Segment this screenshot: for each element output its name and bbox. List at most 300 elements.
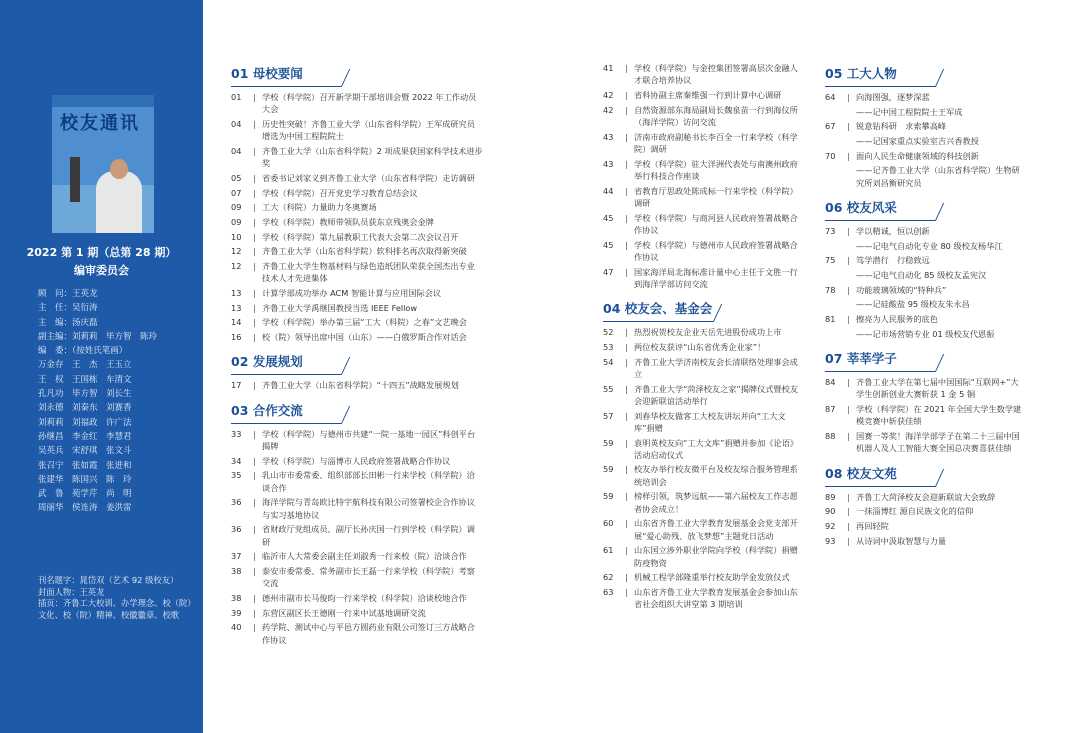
entry-title: ——记中国工程院院士王军成 (856, 106, 963, 117)
entry-title: 校（院）领导出席中国（山东）——白俄罗斯合作对话会 (262, 332, 467, 343)
separator: | (625, 63, 628, 73)
section-underline (231, 374, 341, 375)
page-number: 12 (231, 246, 242, 257)
separator: | (625, 491, 628, 502)
toc-entry (825, 403, 1025, 428)
credit-line: 插页：齐鲁工大校训、办学理念、校（院）文化、校（院）精神、校徽徽章、校歌 (38, 598, 196, 620)
toc-entry (231, 607, 483, 619)
entry-title: 齐鲁工业大学（山东省科学院）“十四五”战略发展规划 (262, 380, 459, 391)
separator: | (847, 404, 850, 415)
page-number: 61 (603, 545, 614, 556)
page-number (825, 328, 847, 340)
toc-entry (231, 118, 483, 143)
toc-entry (825, 164, 1025, 189)
separator: | (847, 521, 850, 532)
cover-person (96, 171, 142, 233)
entry-title: 乳山市市委常委、组织部部长田彬一行来学校（科学院）洽谈合作 (262, 470, 475, 493)
separator: | (625, 341, 628, 352)
entry-title: 功能玻璃领域的“特种兵” (856, 284, 947, 295)
section-slash (935, 203, 950, 221)
staff-row: 万金存 王 杰 王玉立 (38, 360, 132, 371)
separator: | (847, 506, 850, 517)
entry-title: 学校（科学院）教师带领队员获东京残奥会金牌 (262, 217, 434, 228)
toc-entry (603, 356, 803, 381)
page-number: 05 (231, 172, 242, 183)
entry-title: 刘春华校友做客工大校友讲坛并向“工大文库”捐赠 (634, 410, 786, 433)
page-number: 07 (231, 187, 242, 198)
toc-entry (603, 341, 803, 353)
toc-entry (825, 240, 1025, 252)
entry-title: 齐鲁工业大学在第七届中国国际“互联网+”大学生创新创业大赛斩获 1 金 5 铜 (856, 377, 1019, 400)
page-number: 36 (231, 497, 242, 508)
entry-title: 锐意钻科研 求索攀高峰 (856, 121, 947, 132)
toc-entry (231, 231, 483, 243)
separator: | (253, 92, 256, 102)
entry-title: 机械工程学部隆重举行校友助学金发放仪式 (634, 572, 790, 583)
toc-column-1 (231, 55, 483, 648)
entry-title: 学校（科学院）第九届教职工代表大会第二次会议召开 (262, 231, 459, 242)
toc-entry (603, 131, 803, 156)
toc-entry (603, 185, 803, 210)
page-number: 01 (231, 92, 242, 102)
page-number (825, 240, 847, 252)
staff-row: 张召宁 张如霞 张进和 (38, 460, 132, 471)
lighthouse (70, 157, 80, 202)
section-underline (231, 86, 341, 87)
section-slash (341, 406, 356, 424)
separator: | (847, 535, 850, 546)
page-number (825, 269, 847, 281)
toc-entry (825, 298, 1025, 310)
entry-title: 学校（科学院）在 2021 年全国大学生数学建模竞赛中斩获佳绩 (856, 404, 1022, 427)
toc-column-3 (825, 55, 1025, 549)
staff-row: 吴英兵 宋舒琪 张文斗 (38, 446, 132, 457)
separator (847, 328, 856, 340)
entry-title: 药学院、测试中心与平邑方圆药业有限公司签订三方战略合作协议 (262, 622, 475, 645)
separator: | (253, 187, 256, 198)
separator: | (253, 202, 256, 213)
staff-row: 刘莉莉 刘福政 许广法 (38, 417, 132, 428)
page-number: 09 (231, 217, 242, 228)
section-underline (825, 220, 935, 221)
staff-row: 编 委：（按姓氏笔画） (38, 346, 128, 357)
separator: | (253, 246, 256, 257)
toc-entry (231, 331, 483, 343)
toc-entry (825, 491, 1025, 503)
separator: | (253, 261, 256, 272)
entry-title: ——记齐鲁工业大学（山东省科学院）生物研究所刘昌衡研究员 (856, 165, 1020, 188)
staff-row: 武 鲁 苑学芹 尚 明 (38, 489, 132, 500)
entry-title: 工大（科院）力量助力冬奥赛场 (262, 202, 377, 213)
entry-title: 自然资源部东海局副局长魏泉苗一行到海仪所（海洋学院）访问交流 (634, 104, 798, 127)
issue-label: 2022 第 1 期（总第 28 期） (26, 246, 177, 259)
entry-title: 省科协副主席秦维强一行到计算中心调研 (634, 89, 782, 100)
page-number: 55 (603, 383, 614, 394)
page-number: 13 (231, 302, 242, 313)
section-heading (231, 351, 483, 375)
page-number: 04 (231, 118, 242, 129)
section-heading (825, 348, 1025, 372)
entry-title: 榜样引领，筑梦远航——第六届校友工作志愿者协会成立！ (634, 491, 798, 514)
entry-title: 计算学部成功举办 ACM 智能计算与应用国际会议 (262, 288, 442, 299)
page-number: 73 (825, 226, 836, 237)
toc-entry (603, 571, 803, 583)
toc-entry (603, 62, 803, 87)
page-number: 12 (231, 261, 242, 272)
toc-entry (825, 91, 1025, 103)
toc-entry (825, 376, 1025, 401)
entry-title: 济南市政府副秘书长李百全一行来学校（科学院）调研 (634, 131, 798, 154)
entry-title: ——记电气自动化 85 级校友孟宪汉 (856, 270, 987, 281)
page-number: 09 (231, 202, 242, 213)
separator: | (625, 437, 628, 448)
entry-title: 袁明英校友向“工大文库”捐赠并参加《论语》活动启动仪式 (634, 437, 799, 460)
page-number: 89 (825, 491, 836, 502)
section-heading (231, 63, 483, 87)
separator: | (625, 89, 628, 100)
page-number: 60 (603, 518, 614, 529)
entry-title: 笃学潜行 行稳致远 (856, 255, 930, 266)
page-number: 45 (603, 239, 614, 250)
toc-entry (231, 245, 483, 257)
page-number: 44 (603, 185, 614, 196)
separator: | (625, 383, 628, 394)
section-slash (341, 69, 356, 87)
entry-title: 山东国立涉外职业学院向学校（科学院）捐赠防疫物资 (634, 545, 798, 568)
separator: | (253, 172, 256, 183)
staff-row: 孔凡功 毕方智 刘长生 (38, 389, 132, 400)
cover-image (52, 95, 154, 233)
toc-entry (603, 437, 803, 462)
entry-title: 擦亮为人民服务的底色 (856, 314, 938, 325)
page-number (825, 135, 847, 147)
toc-entry (231, 287, 483, 299)
separator: | (625, 518, 628, 529)
page-number: 92 (825, 521, 836, 532)
section-title: 07 莘莘学子 (825, 351, 897, 367)
entry-title: 学校（科学院）召开新学期干部培训会暨 2022 年工作动员大会 (262, 92, 477, 115)
toc-entry (231, 187, 483, 199)
page-number (825, 164, 847, 189)
entry-title: 德州市副市长马俊昀一行来学校（科学院）洽谈校地合作 (262, 593, 467, 604)
toc-entry (231, 260, 483, 285)
staff-row: 顾 问：王英龙 (38, 289, 98, 299)
entry-title: 历史性突破！齐鲁工业大学（山东省科学院）王军成研究员增选为中国工程院院士 (262, 118, 475, 142)
section-underline (825, 371, 935, 372)
committee-label: 编审委员会 (74, 264, 129, 277)
separator: | (253, 302, 256, 313)
toc-column-2 (603, 62, 803, 613)
credit-line: 封面人物：王英龙 (38, 586, 105, 597)
separator: | (625, 464, 628, 475)
section-title: 01 母校要闻 (231, 66, 303, 81)
separator: | (847, 150, 850, 161)
page-number (825, 298, 847, 310)
page-number: 17 (231, 380, 242, 391)
toc-entry (825, 328, 1025, 340)
page-number: 84 (825, 377, 836, 388)
entry-title: 齐鲁工业大学生物基材料与绿色造纸团队荣获全国杰出专业技术人才先进集体 (262, 261, 475, 284)
separator: | (625, 587, 628, 598)
toc-entry (825, 430, 1025, 455)
separator: | (253, 607, 256, 618)
page-number: 14 (231, 317, 242, 328)
entry-title: 齐鲁工大菏泽校友会迎新联谊大会致辞 (856, 491, 996, 502)
toc-entry (825, 535, 1025, 547)
page-number: 52 (603, 327, 614, 338)
section-title: 08 校友文苑 (825, 465, 897, 481)
toc-entry (825, 225, 1025, 237)
entry-title: 向海图强，逐梦深蓝 (856, 92, 930, 102)
page-number: 10 (231, 231, 242, 242)
entry-title: 学以精诚，恒以创新 (856, 226, 930, 237)
staff-row: 张建华 陈国兴 陈 玲 (38, 474, 132, 485)
section-slash (935, 354, 950, 372)
separator: | (847, 284, 850, 295)
separator: | (625, 131, 628, 142)
section-underline (603, 321, 713, 322)
page-number: 75 (825, 255, 836, 266)
separator: | (253, 497, 256, 508)
entry-title: 海洋学院与青岛欧比特宇航科技有限公司签署校企合作协议与实习基地协议 (262, 497, 475, 520)
separator: | (625, 239, 628, 250)
page-number: 53 (603, 341, 614, 352)
entry-title: ——记硅酸盐 95 级校友朱永昌 (856, 299, 970, 310)
toc-entry (603, 266, 803, 291)
separator: | (253, 593, 256, 604)
staff-row: 主 任：吴衍涛 (38, 303, 98, 314)
page-number: 57 (603, 410, 614, 421)
entry-title: 国赛一等奖！海洋学部学子在第二十三届中国机器人及人工智能大赛全国总决赛喜获佳绩 (856, 431, 1020, 454)
page-number: 16 (231, 332, 242, 343)
section-title: 06 校友风采 (825, 200, 897, 216)
entry-title: 面向人民生命健康领域的科技创新 (856, 150, 979, 161)
page-number: 43 (603, 131, 614, 142)
page-number: 59 (603, 464, 614, 475)
separator: | (625, 410, 628, 421)
separator: | (847, 491, 850, 502)
toc-entry (603, 158, 803, 183)
separator: | (253, 118, 256, 129)
entry-title: 齐鲁工业大学禹继国教授当选 IEEE Fellow (262, 302, 418, 313)
page-number: 64 (825, 92, 836, 102)
separator: | (253, 566, 256, 577)
toc-entry (603, 212, 803, 237)
page-number: 42 (603, 104, 614, 115)
toc-entry (231, 523, 483, 548)
separator: | (253, 145, 256, 156)
section-slash (935, 469, 950, 487)
page-number: 35 (231, 470, 242, 481)
separator: | (847, 226, 850, 237)
separator (847, 135, 856, 147)
toc-entry (603, 410, 803, 435)
separator: | (253, 470, 256, 481)
entry-title: 学校（科学院）举办第三届“工大（科院）之春”文艺晚会 (262, 317, 467, 328)
toc-entry (603, 517, 803, 542)
toc-entry (231, 379, 483, 391)
entry-title: 校友办举行校友微平台及校友综合服务管理系统培训会 (634, 464, 798, 487)
section-title: 04 校友会、基金会 (603, 301, 713, 317)
entry-title: 热烈祝贺校友企业天岳先进股份成功上市 (634, 327, 782, 338)
separator: | (253, 231, 256, 242)
credit-line: 刊名题字：晁岱双（艺术 92 级校友） (38, 575, 179, 585)
page-number: 54 (603, 356, 614, 367)
toc-entry (825, 313, 1025, 325)
toc-entry (603, 490, 803, 515)
credits (38, 575, 198, 621)
page-number: 67 (825, 121, 836, 132)
separator: | (625, 212, 628, 223)
entry-title: 学校（科学院）与淄博市人民政府签署战略合作协议 (262, 455, 451, 466)
entry-title: 省委书记刘家义到齐鲁工业大学（山东省科学院）走访调研 (262, 172, 475, 183)
entry-title: 山东省齐鲁工业大学教育发展基金会党支部开展“爱心助残、放飞梦想”主题党日活动 (634, 518, 798, 541)
page-number: 41 (603, 63, 614, 73)
entry-title: 再回轻院 (856, 521, 889, 532)
section-title: 02 发展规划 (231, 354, 303, 370)
page-number: 37 (231, 551, 242, 562)
separator (847, 164, 856, 189)
staff-row: 孙继昌 李金红 李慧君 (38, 431, 132, 442)
toc-entry (231, 455, 483, 467)
entry-title: 泰安市委常委、常务副市长王磊一行来学校（科学院）考察交流 (262, 566, 475, 589)
separator: | (253, 288, 256, 299)
toc-entry (231, 428, 483, 453)
staff-row: 主 编：汤庆磊 (38, 317, 98, 328)
toc-entry (231, 216, 483, 228)
toc-entry (231, 469, 483, 494)
section-underline (825, 486, 935, 487)
staff-row: 副主编：刘莉莉 毕方智 陈玲 (38, 331, 158, 342)
separator: | (253, 622, 256, 633)
separator: | (625, 545, 628, 556)
separator: | (625, 572, 628, 583)
toc-entry (825, 284, 1025, 296)
toc-entry (603, 239, 803, 264)
section-heading (825, 197, 1025, 221)
separator: | (625, 327, 628, 338)
separator: | (847, 431, 850, 442)
page-number: 90 (825, 506, 836, 517)
entry-title: 东营区副区长王德刚一行来中试基地调研交流 (262, 607, 426, 618)
entry-title: ——记国家重点实验室吉兴香教授 (856, 136, 979, 147)
page-number: 62 (603, 572, 614, 583)
toc-entry (231, 145, 483, 170)
page-number: 04 (231, 145, 242, 156)
entry-title: 国家海洋局北海标准计量中心主任于文胜一行到海洋学部访问交流 (634, 266, 798, 289)
entry-title: 齐鲁工业大学（山东省科学院）2 项成果获国家科学技术进步奖 (262, 145, 483, 169)
separator: | (253, 332, 256, 343)
separator: | (253, 428, 256, 439)
toc-entry (231, 316, 483, 328)
toc-entry (231, 302, 483, 314)
toc-entry (825, 150, 1025, 162)
toc-entry (603, 89, 803, 101)
separator: | (847, 92, 850, 102)
toc-entry (825, 254, 1025, 266)
toc-entry (603, 104, 803, 129)
toc-entry (825, 505, 1025, 517)
page-number: 38 (231, 566, 242, 577)
section-title: 03 合作交流 (231, 402, 303, 418)
section-heading (603, 298, 803, 322)
section-slash (341, 357, 356, 375)
separator: | (847, 121, 850, 132)
separator: | (625, 104, 628, 115)
toc-entry (825, 520, 1025, 532)
section-slash (713, 304, 728, 322)
entry-title: 从诗词中汲取智慧与力量 (856, 535, 947, 546)
separator: | (847, 255, 850, 266)
entry-title: 学校（科学院）与德州市人民政府签署战略合作协议 (634, 239, 798, 262)
entry-title: 山东省齐鲁工业大学教育发展基金会参加山东省社会组织大讲堂第 3 期培训 (634, 587, 798, 610)
toc-entry (231, 201, 483, 213)
section-underline (825, 86, 935, 87)
toc-entry (825, 106, 1025, 118)
page-number: 42 (603, 89, 614, 100)
separator (847, 269, 856, 281)
entry-title: 学校（科学院）召开党史学习教育总结会议 (262, 187, 418, 198)
separator (847, 298, 856, 310)
toc-entry (603, 463, 803, 488)
page-number: 39 (231, 607, 242, 618)
page-number: 78 (825, 284, 836, 295)
staff-row: 周丽华 侯连涛 姜洪雷 (38, 503, 132, 514)
staff-list (38, 287, 157, 516)
page-number: 33 (231, 428, 242, 439)
page-number: 36 (231, 524, 242, 535)
separator: | (625, 158, 628, 169)
entry-title: ——记电气自动化专业 80 级校友杨华江 (856, 240, 1003, 251)
page-number: 88 (825, 431, 836, 442)
toc-entry (231, 621, 483, 646)
sidebar (0, 0, 203, 733)
toc-entry (231, 565, 483, 590)
entry-title: ——记市场营销专业 01 级校友代恩振 (856, 328, 995, 339)
toc-entry (231, 172, 483, 184)
toc-entry (825, 120, 1025, 132)
entry-title: 临沂市人大常委会副主任刘淑秀一行来校（院）洽谈合作 (262, 551, 467, 562)
toc-entry (231, 550, 483, 562)
separator: | (847, 314, 850, 325)
toc-entry (825, 135, 1025, 147)
separator: | (253, 217, 256, 228)
separator (847, 106, 856, 118)
entry-title: 齐鲁工业大学（山东省科学院）软科排名再次取得新突破 (262, 246, 467, 257)
page-number: 59 (603, 437, 614, 448)
separator: | (253, 524, 256, 535)
separator: | (253, 380, 256, 391)
toc-entry (825, 269, 1025, 281)
entry-title: 两位校友获评“山东省优秀企业家”！ (634, 341, 766, 352)
entry-title: 省财政厅党组成员、副厅长孙庆国一行到学校（科学院）调研 (262, 524, 475, 547)
toc-entry (231, 592, 483, 604)
page-number: 70 (825, 150, 836, 161)
page-number: 47 (603, 266, 614, 277)
separator: | (253, 317, 256, 328)
page-number: 63 (603, 587, 614, 598)
entry-title: 学校（科学院）与德州市共建“一院一基地一园区”科创平台揭牌 (262, 428, 476, 452)
page-number: 13 (231, 288, 242, 299)
entry-title: 学校（科学院）与商河县人民政府签署战略合作协议 (634, 212, 798, 235)
cover-title: 校友通讯 (60, 113, 140, 134)
toc-entry (603, 326, 803, 338)
section-title: 05 工大人物 (825, 66, 897, 81)
page-number: 81 (825, 314, 836, 325)
page-number: 38 (231, 593, 242, 604)
entry-title: 学校（科学院）与金控集团签署高层次金融人才联合培养协议 (634, 63, 798, 86)
entry-title: 齐鲁工业大学“菏泽校友之家”揭牌仪式暨校友会迎新联谊活动举行 (634, 383, 799, 406)
